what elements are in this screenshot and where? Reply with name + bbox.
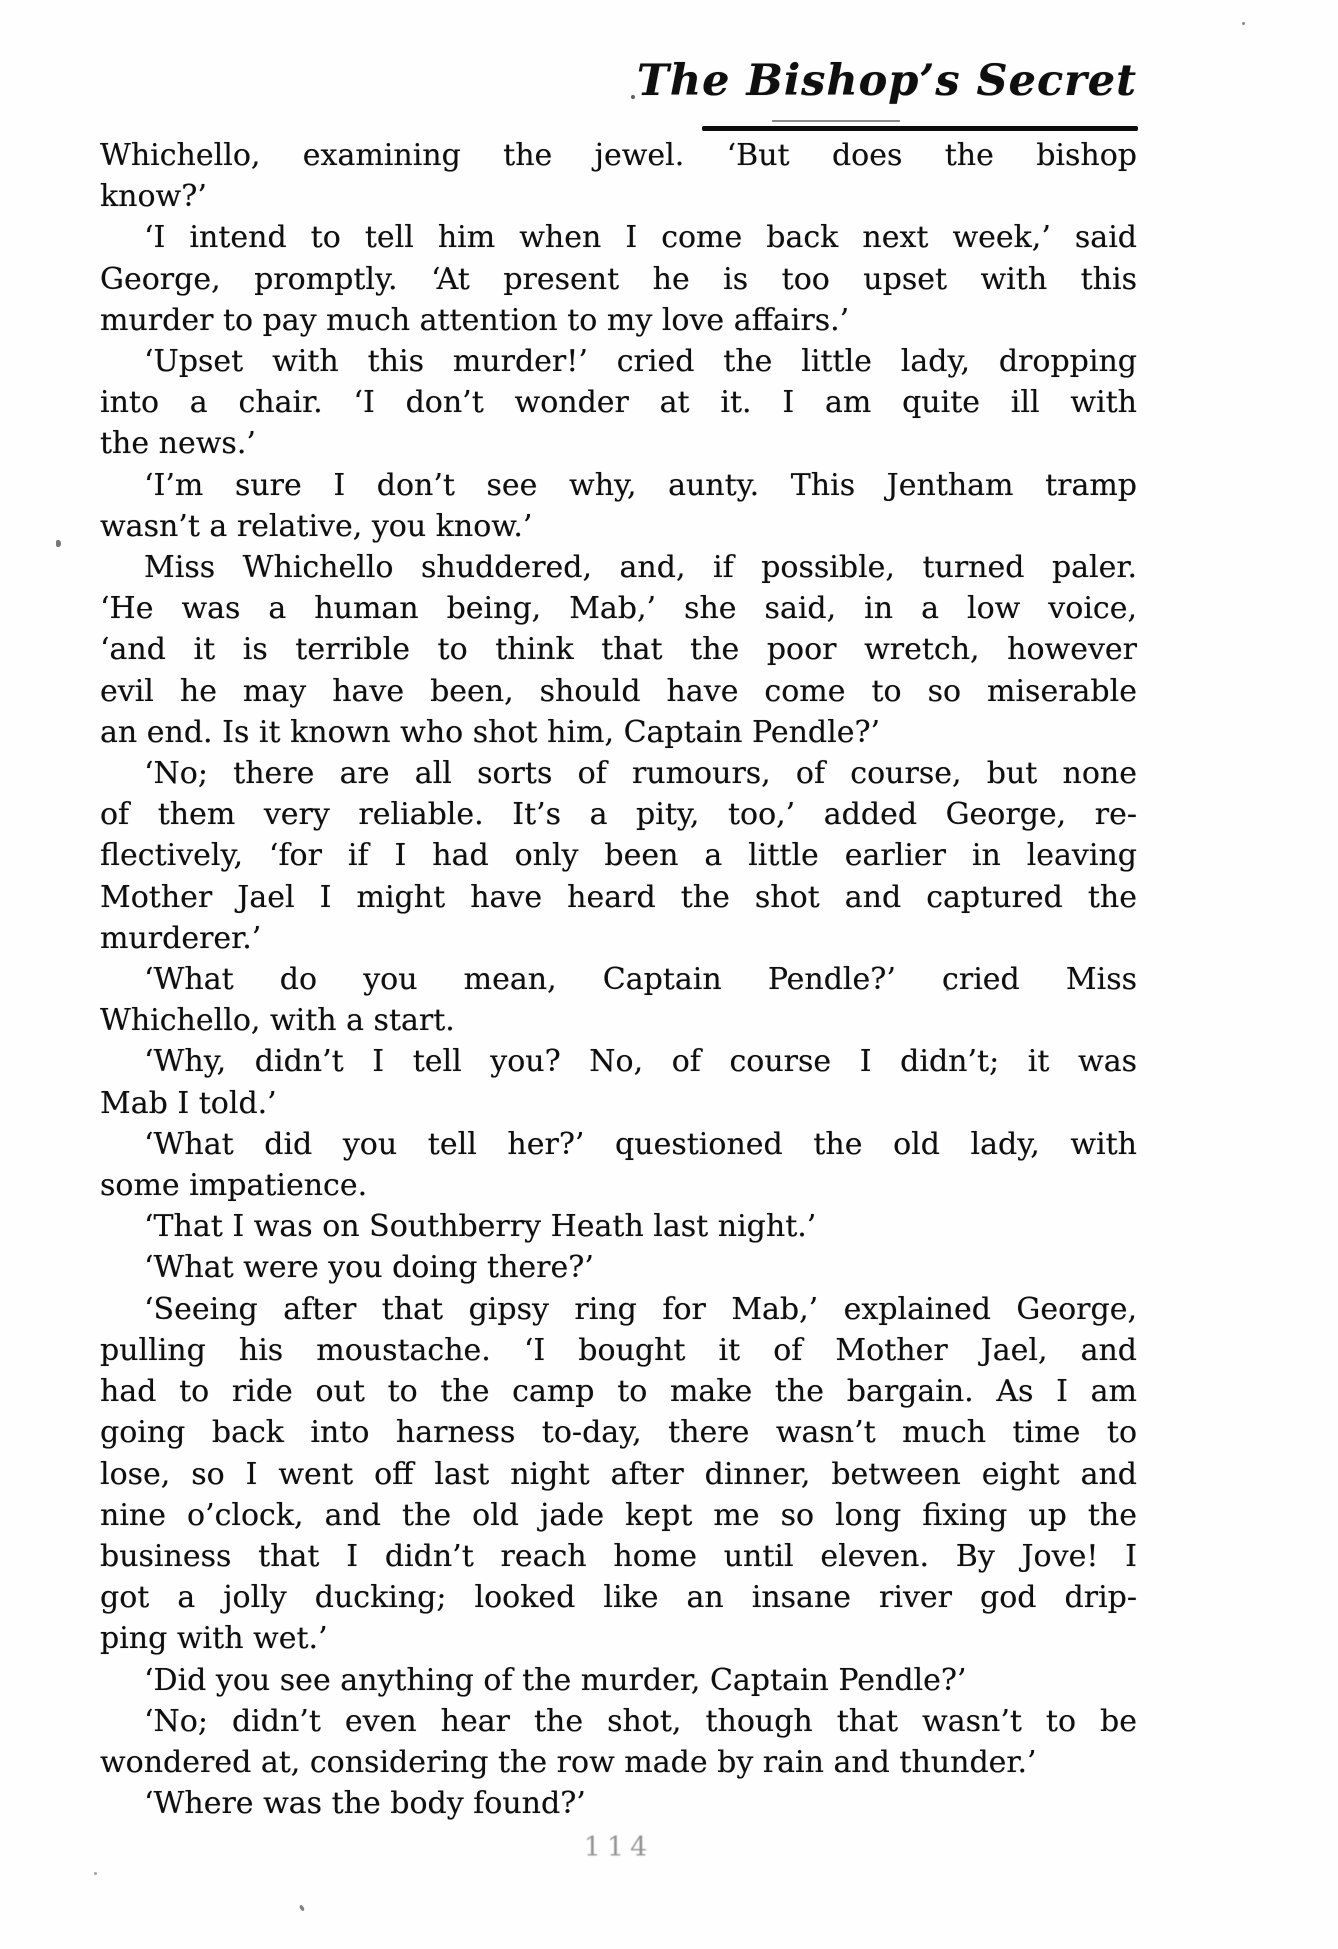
page-body-text bbox=[100, 135, 1137, 1824]
text-line: of them very reliable. It’s a pity, too,’ added George, re- bbox=[100, 797, 1137, 833]
text-line: some impatience. bbox=[100, 1168, 368, 1204]
text-line: going back into harness to-day, there wasn’t much time to bbox=[100, 1415, 1137, 1451]
text-line: ‘No; didn’t even hear the shot, though that wasn’t to be bbox=[144, 1703, 1137, 1739]
text-line: ‘Where was the body found?’ bbox=[144, 1786, 586, 1822]
text-line: an end. Is it known who shot him, Captain Pendle?’ bbox=[100, 714, 881, 750]
text-line: Mother Jael I might have heard the shot and captured the bbox=[100, 879, 1137, 915]
text-line: ‘and it is terrible to think that the poor wretch, however bbox=[100, 632, 1137, 668]
text-line: the news.’ bbox=[100, 426, 256, 462]
text-line: ‘No; there are all sorts of rumours, of course, but none bbox=[144, 756, 1137, 792]
text-line: ‘That I was on Southberry Heath last night.’ bbox=[144, 1209, 817, 1245]
header-rule-ghost bbox=[772, 120, 900, 122]
text-line: pulling his moustache. ‘I bought it of Mother Jael, and bbox=[100, 1332, 1137, 1368]
text-line: Whichello, with a start. bbox=[100, 1003, 455, 1039]
running-header-title: The Bishop’s Secret bbox=[636, 56, 1137, 106]
text-line: ‘Why, didn’t I tell you? No, of course I didn’t; it was bbox=[144, 1044, 1137, 1080]
text-line: Mab I told.’ bbox=[100, 1085, 277, 1121]
text-line: business that I didn’t reach home until eleven. By Jove! I bbox=[100, 1538, 1137, 1574]
text-line: ‘What do you mean, Captain Pendle?’ cried Miss bbox=[144, 962, 1137, 998]
text-line: got a jolly ducking; looked like an insane river god drip- bbox=[100, 1580, 1137, 1616]
text-line: murderer.’ bbox=[100, 920, 262, 956]
text-line: George, promptly. ‘At present he is too upset with this bbox=[100, 261, 1137, 297]
text-line: know?’ bbox=[100, 179, 207, 215]
text-line: evil he may have been, should have come to so miserable bbox=[100, 673, 1137, 709]
text-line: nine o’clock, and the old jade kept me so long fixing up the bbox=[100, 1497, 1137, 1533]
text-line: ‘Did you see anything of the murder, Captain Pendle?’ bbox=[144, 1662, 967, 1698]
text-line: wondered at, considering the row made by rain and thunder.’ bbox=[100, 1744, 1037, 1780]
text-line: ‘Upset with this murder!’ cried the little lady, dropping bbox=[144, 344, 1137, 380]
scan-artifact bbox=[298, 1905, 305, 1912]
text-line: Whichello, examining the jewel. ‘But does the bishop bbox=[100, 138, 1137, 173]
text-line: into a chair. ‘I don’t wonder at it. I am quite ill with bbox=[100, 385, 1137, 421]
header-rule bbox=[702, 126, 1138, 131]
text-line: ‘I’m sure I don’t see why, aunty. This Jentham tramp bbox=[144, 467, 1137, 503]
text-line: ‘I intend to tell him when I come back next week,’ said bbox=[144, 220, 1137, 256]
text-line: ‘What did you tell her?’ questioned the old lady, with bbox=[144, 1126, 1137, 1162]
text-line: ping with wet.’ bbox=[100, 1621, 328, 1657]
text-line: ‘Seeing after that gipsy ring for Mab,’ explained George, bbox=[144, 1291, 1137, 1327]
scan-artifact bbox=[946, 988, 949, 991]
scan-artifact bbox=[631, 95, 635, 99]
scan-artifact bbox=[1242, 22, 1245, 25]
text-line: flectively, ‘for if I had only been a little earlier in leaving bbox=[100, 838, 1137, 874]
scan-artifact bbox=[94, 1872, 97, 1875]
text-line: lose, so I went off last night after dinner, between eight and bbox=[100, 1456, 1137, 1492]
text-line: had to ride out to the camp to make the bargain. As I am bbox=[100, 1374, 1137, 1410]
text-line: wasn’t a relative, you know.’ bbox=[100, 508, 533, 544]
text-line: ‘He was a human being, Mab,’ she said, in a low voice, bbox=[100, 591, 1137, 627]
text-line: murder to pay much attention to my love affairs.’ bbox=[100, 302, 850, 338]
text-line: ‘What were you doing there?’ bbox=[144, 1250, 594, 1286]
text-line: Miss Whichello shuddered, and, if possible, turned paler. bbox=[144, 550, 1137, 586]
page-number: 114 bbox=[583, 1832, 654, 1863]
scan-artifact bbox=[56, 540, 61, 547]
